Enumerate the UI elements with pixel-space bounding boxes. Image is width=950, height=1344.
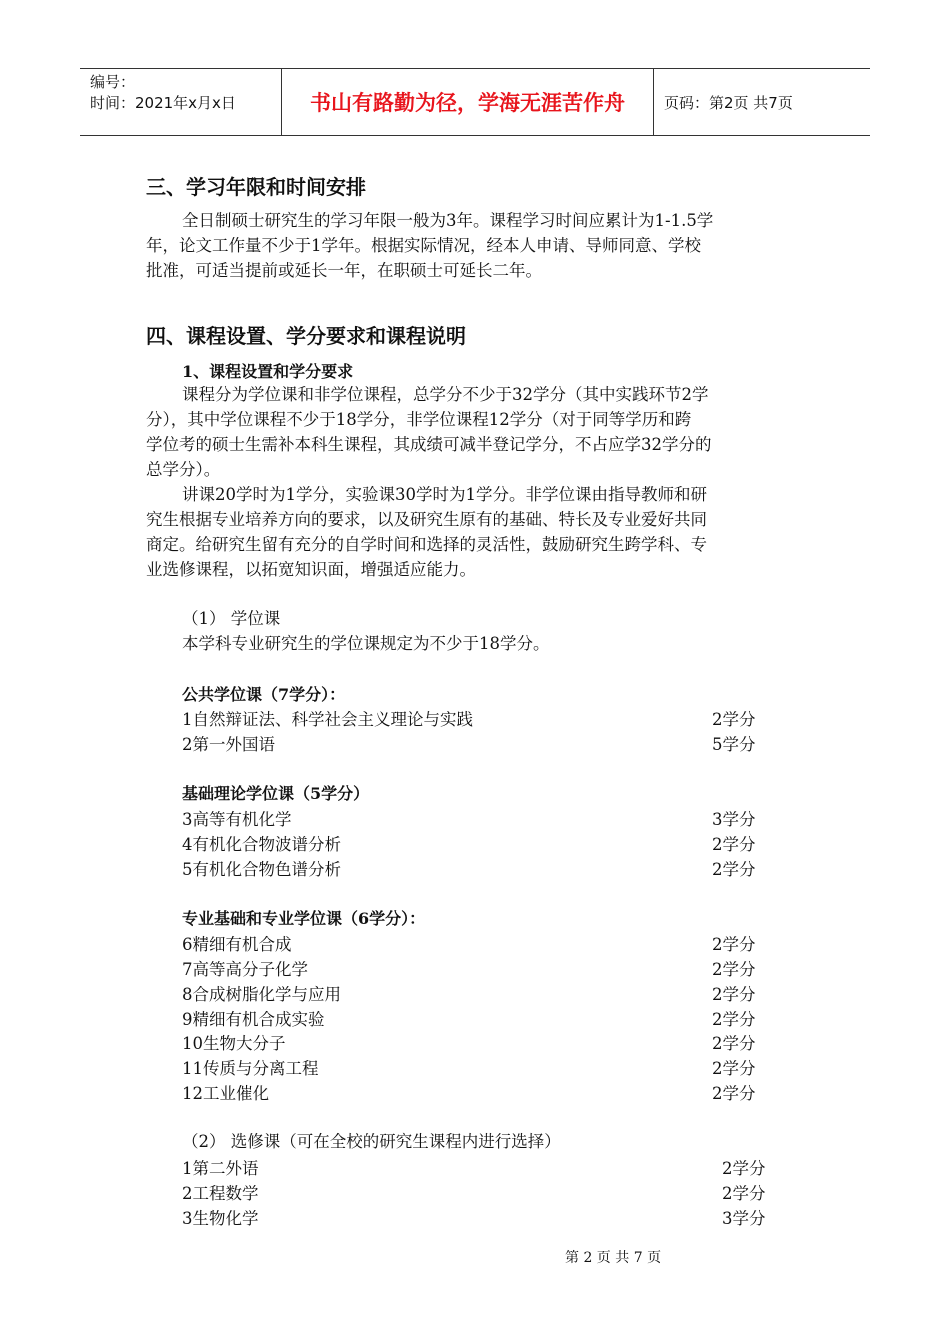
elective-heading: （2） 选修课（可在全校的研究生课程内进行选择） [182,1132,561,1151]
course-name: 2第一外国语 [182,735,275,754]
section-4-subtitle: 1、课程设置和学分要求 [182,362,354,381]
course-credit: 2学分 [712,985,756,1004]
course-name: 10生物大分子 [182,1034,286,1053]
public-degree-title: 公共学位课（7学分）： [182,685,346,704]
page-footer: 第 2 页 共 7 页 [565,1250,662,1266]
course-name: 5有机化合物色谱分析 [182,860,341,879]
course-credit: 2学分 [712,860,756,879]
course-name: 11传质与分离工程 [182,1059,319,1078]
header-page: 页码：第2页 共7页 [664,93,793,112]
course-credit: 2学分 [712,960,756,979]
course-name: 1第二外语 [182,1159,259,1178]
para1-line-2: 分），其中学位课程不少于18学分，非学位课程12学分（对于同等学历和跨 [146,410,692,429]
header-meta [80,69,282,135]
para2-line-4: 业选修课程，以拓宽知识面，增强适应能力。 [146,560,476,579]
course-name: 1自然辩证法、科学社会主义理论与实践 [182,710,473,729]
course-name: 4有机化合物波谱分析 [182,835,341,854]
degree-course-heading: （1） 学位课 [182,609,281,628]
para2-line-1: 讲课20学时为1学分，实验课30学时为1学分。非学位课由指导教师和研 [182,485,707,504]
course-credit: 2学分 [722,1184,766,1203]
course-name: 9精细有机合成实验 [182,1010,325,1029]
para1-line-3: 学位考的硕士生需补本科生课程，其成绩可减半登记学分，不占应学32学分的 [146,435,712,454]
course-credit: 2学分 [712,710,756,729]
header-motto: 书山有路勤为径，学海无涯苦作舟 [282,69,654,135]
degree-course-intro: 本学科专业研究生的学位课规定为不少于18学分。 [182,634,550,653]
course-credit: 2学分 [712,835,756,854]
course-name: 6精细有机合成 [182,935,292,954]
para1-line-4: 总学分）。 [146,460,221,479]
course-credit: 3学分 [722,1209,766,1228]
course-name: 2工程数学 [182,1184,259,1203]
major-degree-title: 专业基础和专业学位课（6学分）： [182,909,426,928]
page-header [80,68,870,136]
course-name: 3高等有机化学 [182,810,292,829]
course-credit: 2学分 [712,1010,756,1029]
course-credit: 5学分 [712,735,756,754]
course-credit: 2学分 [712,1034,756,1053]
course-name: 3生物化学 [182,1209,259,1228]
para2-line-3: 商定。给研究生留有充分的自学时间和选择的灵活性，鼓励研究生跨学科、专 [146,535,707,554]
basic-degree-title: 基础理论学位课（5学分） [182,784,370,803]
section-4-title: 四、课程设置、学分要求和课程说明 [146,324,466,348]
course-name: 7高等高分子化学 [182,960,308,979]
section-3-line-2: 年，论文工作量不少于1学年。根据实际情况，经本人申请、导师同意、学校 [146,236,701,255]
header-time: 时间：2021年x月x日 [90,94,236,112]
para1-line-1: 课程分为学位课和非学位课程，总学分不少于32学分（其中实践环节2学 [182,385,709,404]
section-3-title: 三、学习年限和时间安排 [146,175,366,199]
para2-line-2: 究生根据专业培养方向的要求，以及研究生原有的基础、特长及专业爱好共同 [146,510,707,529]
section-3-line-1: 全日制硕士研究生的学习年限一般为3年。课程学习时间应累计为1-1.5学 [182,211,714,230]
course-name: 12工业催化 [182,1084,269,1103]
course-credit: 2学分 [712,1059,756,1078]
header-number: 编号： [90,73,136,91]
course-credit: 3学分 [712,810,756,829]
section-3-line-3: 批准，可适当提前或延长一年，在职硕士可延长二年。 [146,261,542,280]
course-credit: 2学分 [712,935,756,954]
course-credit: 2学分 [712,1084,756,1103]
course-credit: 2学分 [722,1159,766,1178]
course-name: 8合成树脂化学与应用 [182,985,341,1004]
